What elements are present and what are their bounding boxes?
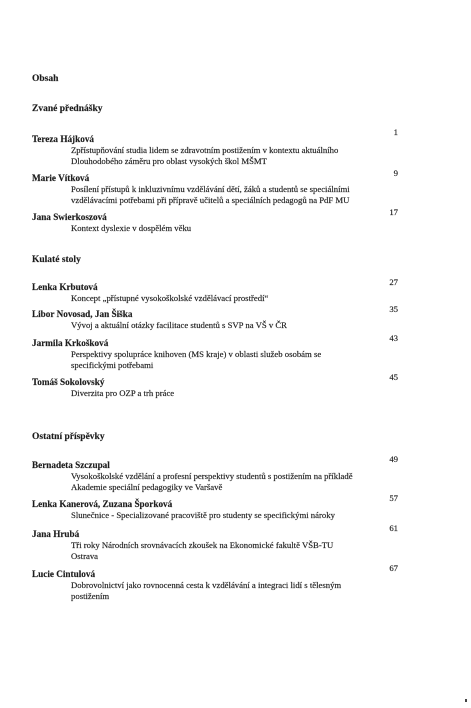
page-number: 43 <box>389 333 398 343</box>
scan-mark <box>465 699 467 702</box>
page-number: 27 <box>389 277 398 287</box>
entry-author: Jana Swierkoszová <box>32 212 107 222</box>
entry-author: Jarmila Krkošková <box>32 338 109 348</box>
entry-title: postižením <box>71 591 110 601</box>
entry-author: Tomáš Sokolovský <box>32 377 105 387</box>
entry-title: Perspektivy spolupráce knihoven (MS kraje) v oblasti služeb osobám se <box>71 349 322 359</box>
section-heading: Kulaté stoly <box>32 255 81 265</box>
page-number: 1 <box>393 127 398 137</box>
entry-title: Ostrava <box>71 551 99 561</box>
page-number: 61 <box>389 523 398 533</box>
page-number: 35 <box>389 304 398 314</box>
page-number: 67 <box>389 563 398 573</box>
entry-title: Koncept „přístupné vysokoškolské vzdělávací prostředí“ <box>71 293 269 303</box>
entry-title: Kontext dyslexie v dospělém věku <box>71 223 192 233</box>
toc-heading: Obsah <box>32 74 59 84</box>
page-number: 9 <box>393 168 398 178</box>
entry-author: Lenka Kanerová, Zuzana Šporková <box>32 499 173 509</box>
entry-title: Akademie speciální pedagogiky ve Varšavě <box>71 482 223 492</box>
section-heading: Ostatní příspěvky <box>32 432 105 442</box>
entry-author: Marie Vítková <box>32 173 90 183</box>
entry-title: Slunečnice - Specializované pracoviště pro studenty se specifickými nároky <box>71 510 335 520</box>
entry-title: Tři roky Národních srovnávacích zkoušek na Ekonomické fakultě VŠB-TU <box>71 540 334 550</box>
entry-title: vzdělávacími potřebami při přípravě učitelů a speciálních pedagogů na PdF MU <box>71 195 350 205</box>
entry-author: Bernadeta Szczupal <box>32 460 110 470</box>
page-number: 17 <box>389 207 398 217</box>
entry-author: Tereza Hájková <box>32 134 95 144</box>
section-heading: Zvané přednášky <box>32 104 103 114</box>
entry-title: Posílení přístupů k inkluzivnímu vzdělávání dětí, žáků a studentů se speciálními <box>71 184 350 194</box>
entry-author: Lucie Cintulová <box>32 569 96 579</box>
entry-title: Zpřístupňování studia lidem se zdravotním postižením v kontextu aktuálního <box>71 145 339 155</box>
entry-title: Dobrovolnictví jako rovnocenná cesta k vzdělávání a integraci lidí s tělesným <box>71 580 342 590</box>
entry-author: Libor Novosad, Jan Šiška <box>32 309 133 319</box>
entry-title: Vývoj a aktuální otázky facilitace studentů s SVP na VŠ v ČR <box>71 320 287 330</box>
entry-title: Dlouhodobého záměru pro oblast vysokých škol MŠMT <box>71 156 267 166</box>
page-number: 49 <box>389 454 398 464</box>
entry-author: Jana Hrubá <box>32 529 80 539</box>
entry-author: Lenka Krbutová <box>32 282 98 292</box>
page-number: 45 <box>389 372 398 382</box>
entry-title: Diverzita pro OZP a trh práce <box>71 388 175 398</box>
page-number: 57 <box>389 493 398 503</box>
entry-title: Vysokoškolské vzdělání a profesní perspektivy studentů s postižením na příkladě <box>71 471 353 481</box>
entry-title: specifickými potřebami <box>71 360 154 370</box>
